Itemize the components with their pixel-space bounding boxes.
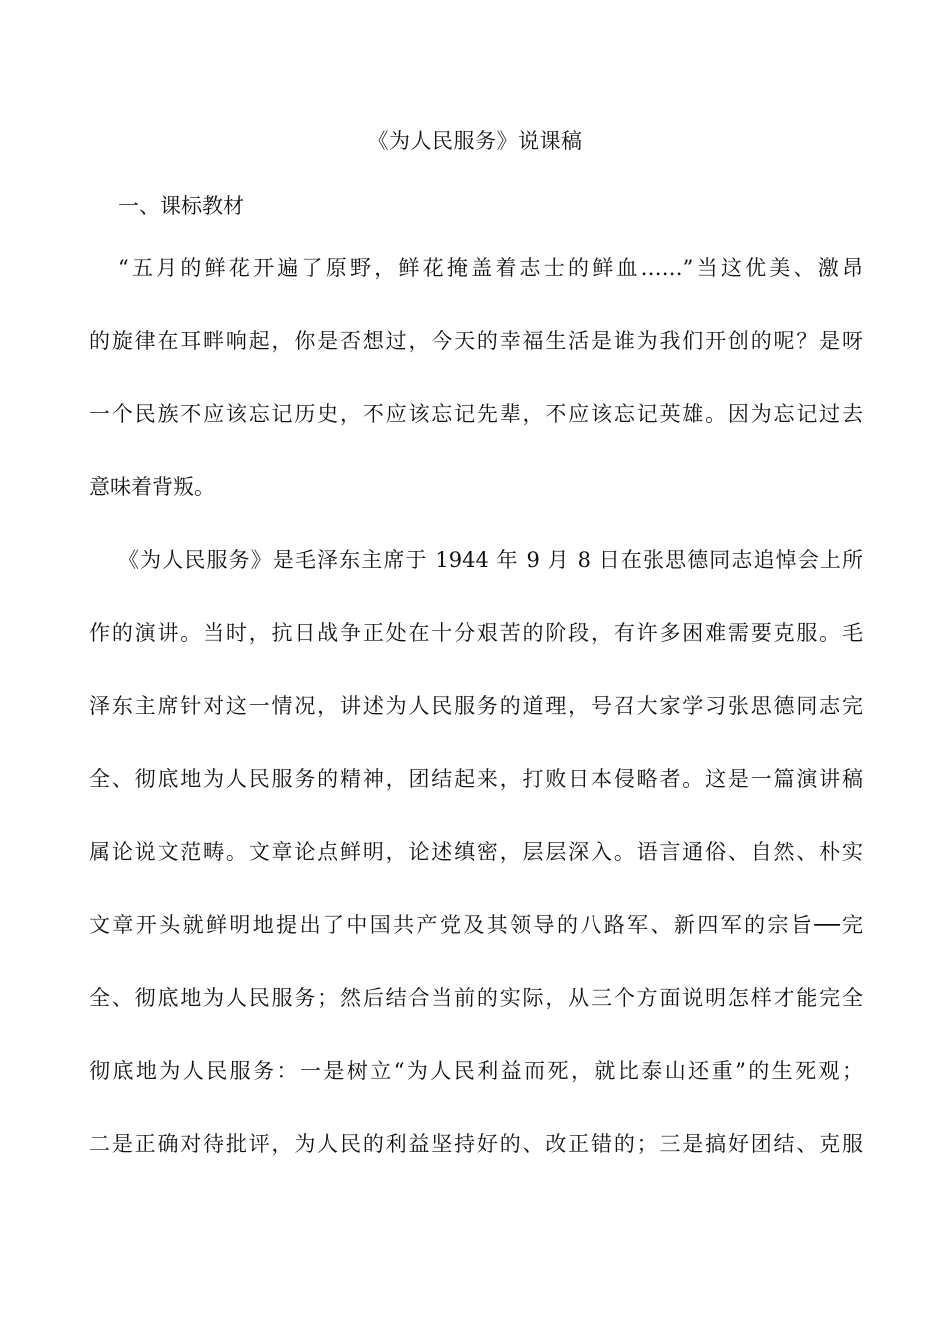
paragraph-2-line-2: 作的演讲。当时，抗日战争正处在十分艰苦的阶段，有许多困难需要克服。毛 xyxy=(89,621,863,645)
document-title: 《为人民服务》说课稿 xyxy=(367,129,583,153)
paragraph-2-line-6: 文章开头就鲜明地提出了中国共产党及其领导的八路军、新四军的宗旨──完 xyxy=(89,913,863,937)
paragraph-2-line-7: 全、彻底地为人民服务；然后结合当前的实际，从三个方面说明怎样才能完全 xyxy=(89,986,863,1010)
paragraph-1-line-4: 意味着背叛。 xyxy=(89,475,215,499)
paragraph-1-line-3: 一个民族不应该忘记历史，不应该忘记先辈，不应该忘记英雄。因为忘记过去 xyxy=(89,402,863,426)
paragraph-2-line-3: 泽东主席针对这一情况，讲述为人民服务的道理，号召大家学习张思德同志完 xyxy=(89,694,863,718)
paragraph-1-line-2: 的旋律在耳畔响起，你是否想过，今天的幸福生活是谁为我们开创的呢？是呀 xyxy=(89,329,863,353)
paragraph-2-line-9: 二是正确对待批评，为人民的利益坚持好的、改正错的；三是搞好团结、克服 xyxy=(89,1132,863,1156)
paragraph-2-line-8: 彻底地为人民服务：一是树立“为人民利益而死，就比泰山还重”的生死观； xyxy=(89,1059,863,1083)
section-heading: 一、课标教材 xyxy=(118,194,244,218)
paragraph-2-line-5: 属论说文范畴。文章论点鲜明，论述缜密，层层深入。语言通俗、自然、朴实 xyxy=(89,840,863,864)
paragraph-2-line-1: 《为人民服务》是毛泽东主席于 1944 年 9 月 8 日在张思德同志追悼会上所 xyxy=(118,548,863,572)
paragraph-2-line-4: 全、彻底地为人民服务的精神，团结起来，打败日本侵略者。这是一篇演讲稿 xyxy=(89,767,863,791)
paragraph-1-line-1: “五月的鲜花开遍了原野，鲜花掩盖着志士的鲜血……”当这优美、激昂 xyxy=(118,256,863,280)
